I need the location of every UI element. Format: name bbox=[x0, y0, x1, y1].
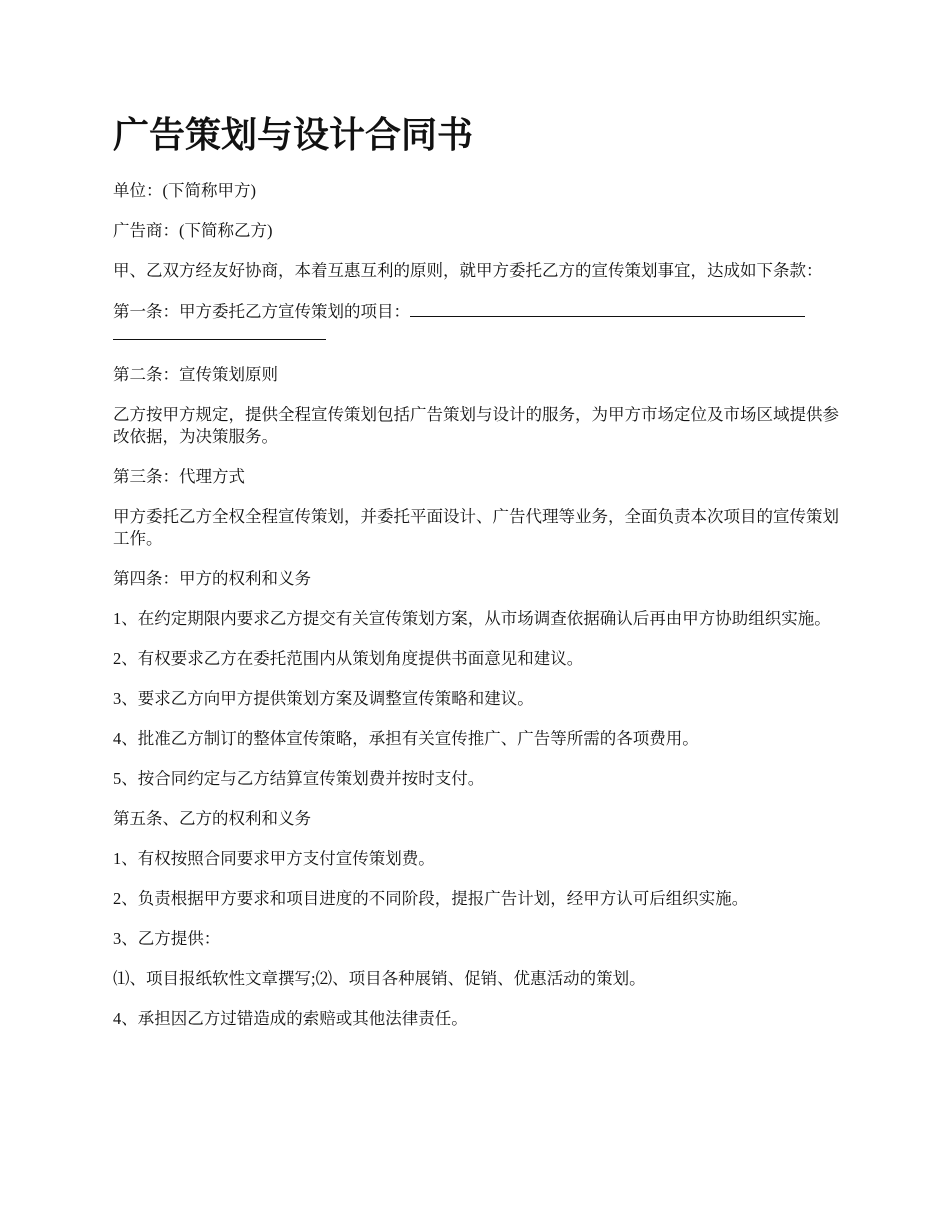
article-5-item-3: 3、乙方提供： bbox=[113, 929, 221, 948]
preamble-paragraph: 甲、乙双方经友好协商，本着互惠互利的原则，就甲方委托乙方的宣传策划事宜，达成如下条款： bbox=[113, 261, 823, 280]
article-4-item-3: 3、要求乙方向甲方提供策划方案及调整宣传策略和建议。 bbox=[113, 689, 534, 708]
article-5-item-2: 2、负责根据甲方要求和项目进度的不同阶段，提报广告计划，经甲方认可后组织实施。 bbox=[113, 889, 749, 908]
article-2-heading: 第二条：宣传策划原则 bbox=[113, 365, 278, 384]
article-4-item-5: 5、按合同约定与乙方结算宣传策划费并按时支付。 bbox=[113, 769, 485, 788]
article-1-paragraph bbox=[113, 300, 843, 346]
article-2-body: 乙方按甲方规定，提供全程宣传策划包括广告策划与设计的服务，为甲方市场定位及市场区域提供参改依据，为决策服务。 bbox=[113, 405, 839, 446]
article-4-item-4: 4、批准乙方制订的整体宣传策略，承担有关宣传推广、广告等所需的各项费用。 bbox=[113, 729, 699, 748]
article-4-item-2: 2、有权要求乙方在委托范围内从策划角度提供书面意见和建议。 bbox=[113, 649, 584, 668]
fill-in-blank-line-continued bbox=[113, 323, 326, 340]
article-5-item-4: 4、承担因乙方过错造成的索赔或其他法律责任。 bbox=[113, 1009, 468, 1028]
article-5-item-3-detail: ⑴、项目报纸软性文章撰写;⑵、项目各种展销、促销、优惠活动的策划。 bbox=[113, 969, 646, 988]
fill-in-blank-line bbox=[410, 300, 805, 317]
article-5-heading: 第五条、乙方的权利和义务 bbox=[113, 809, 311, 828]
article-4-heading: 第四条：甲方的权利和义务 bbox=[113, 569, 311, 588]
document-page bbox=[113, 112, 843, 1048]
article-5-item-1: 1、有权按照合同要求甲方支付宣传策划费。 bbox=[113, 849, 435, 868]
document-title: 广告策划与设计合同书 bbox=[113, 115, 474, 156]
article-3-body: 甲方委托乙方全权全程宣传策划，并委托平面设计、广告代理等业务，全面负责本次项目的宣传策划工作。 bbox=[113, 507, 839, 548]
party-a-line: 单位：(下简称甲方) bbox=[113, 181, 256, 200]
party-b-line: 广告商：(下简称乙方) bbox=[113, 221, 273, 240]
article-3-heading: 第三条：代理方式 bbox=[113, 467, 245, 486]
article-4-item-1: 1、在约定期限内要求乙方提交有关宣传策划方案，从市场调查依据确认后再由甲方协助组织实施。 bbox=[113, 609, 831, 628]
article-1-text: 第一条：甲方委托乙方宣传策划的项目： bbox=[113, 302, 410, 321]
